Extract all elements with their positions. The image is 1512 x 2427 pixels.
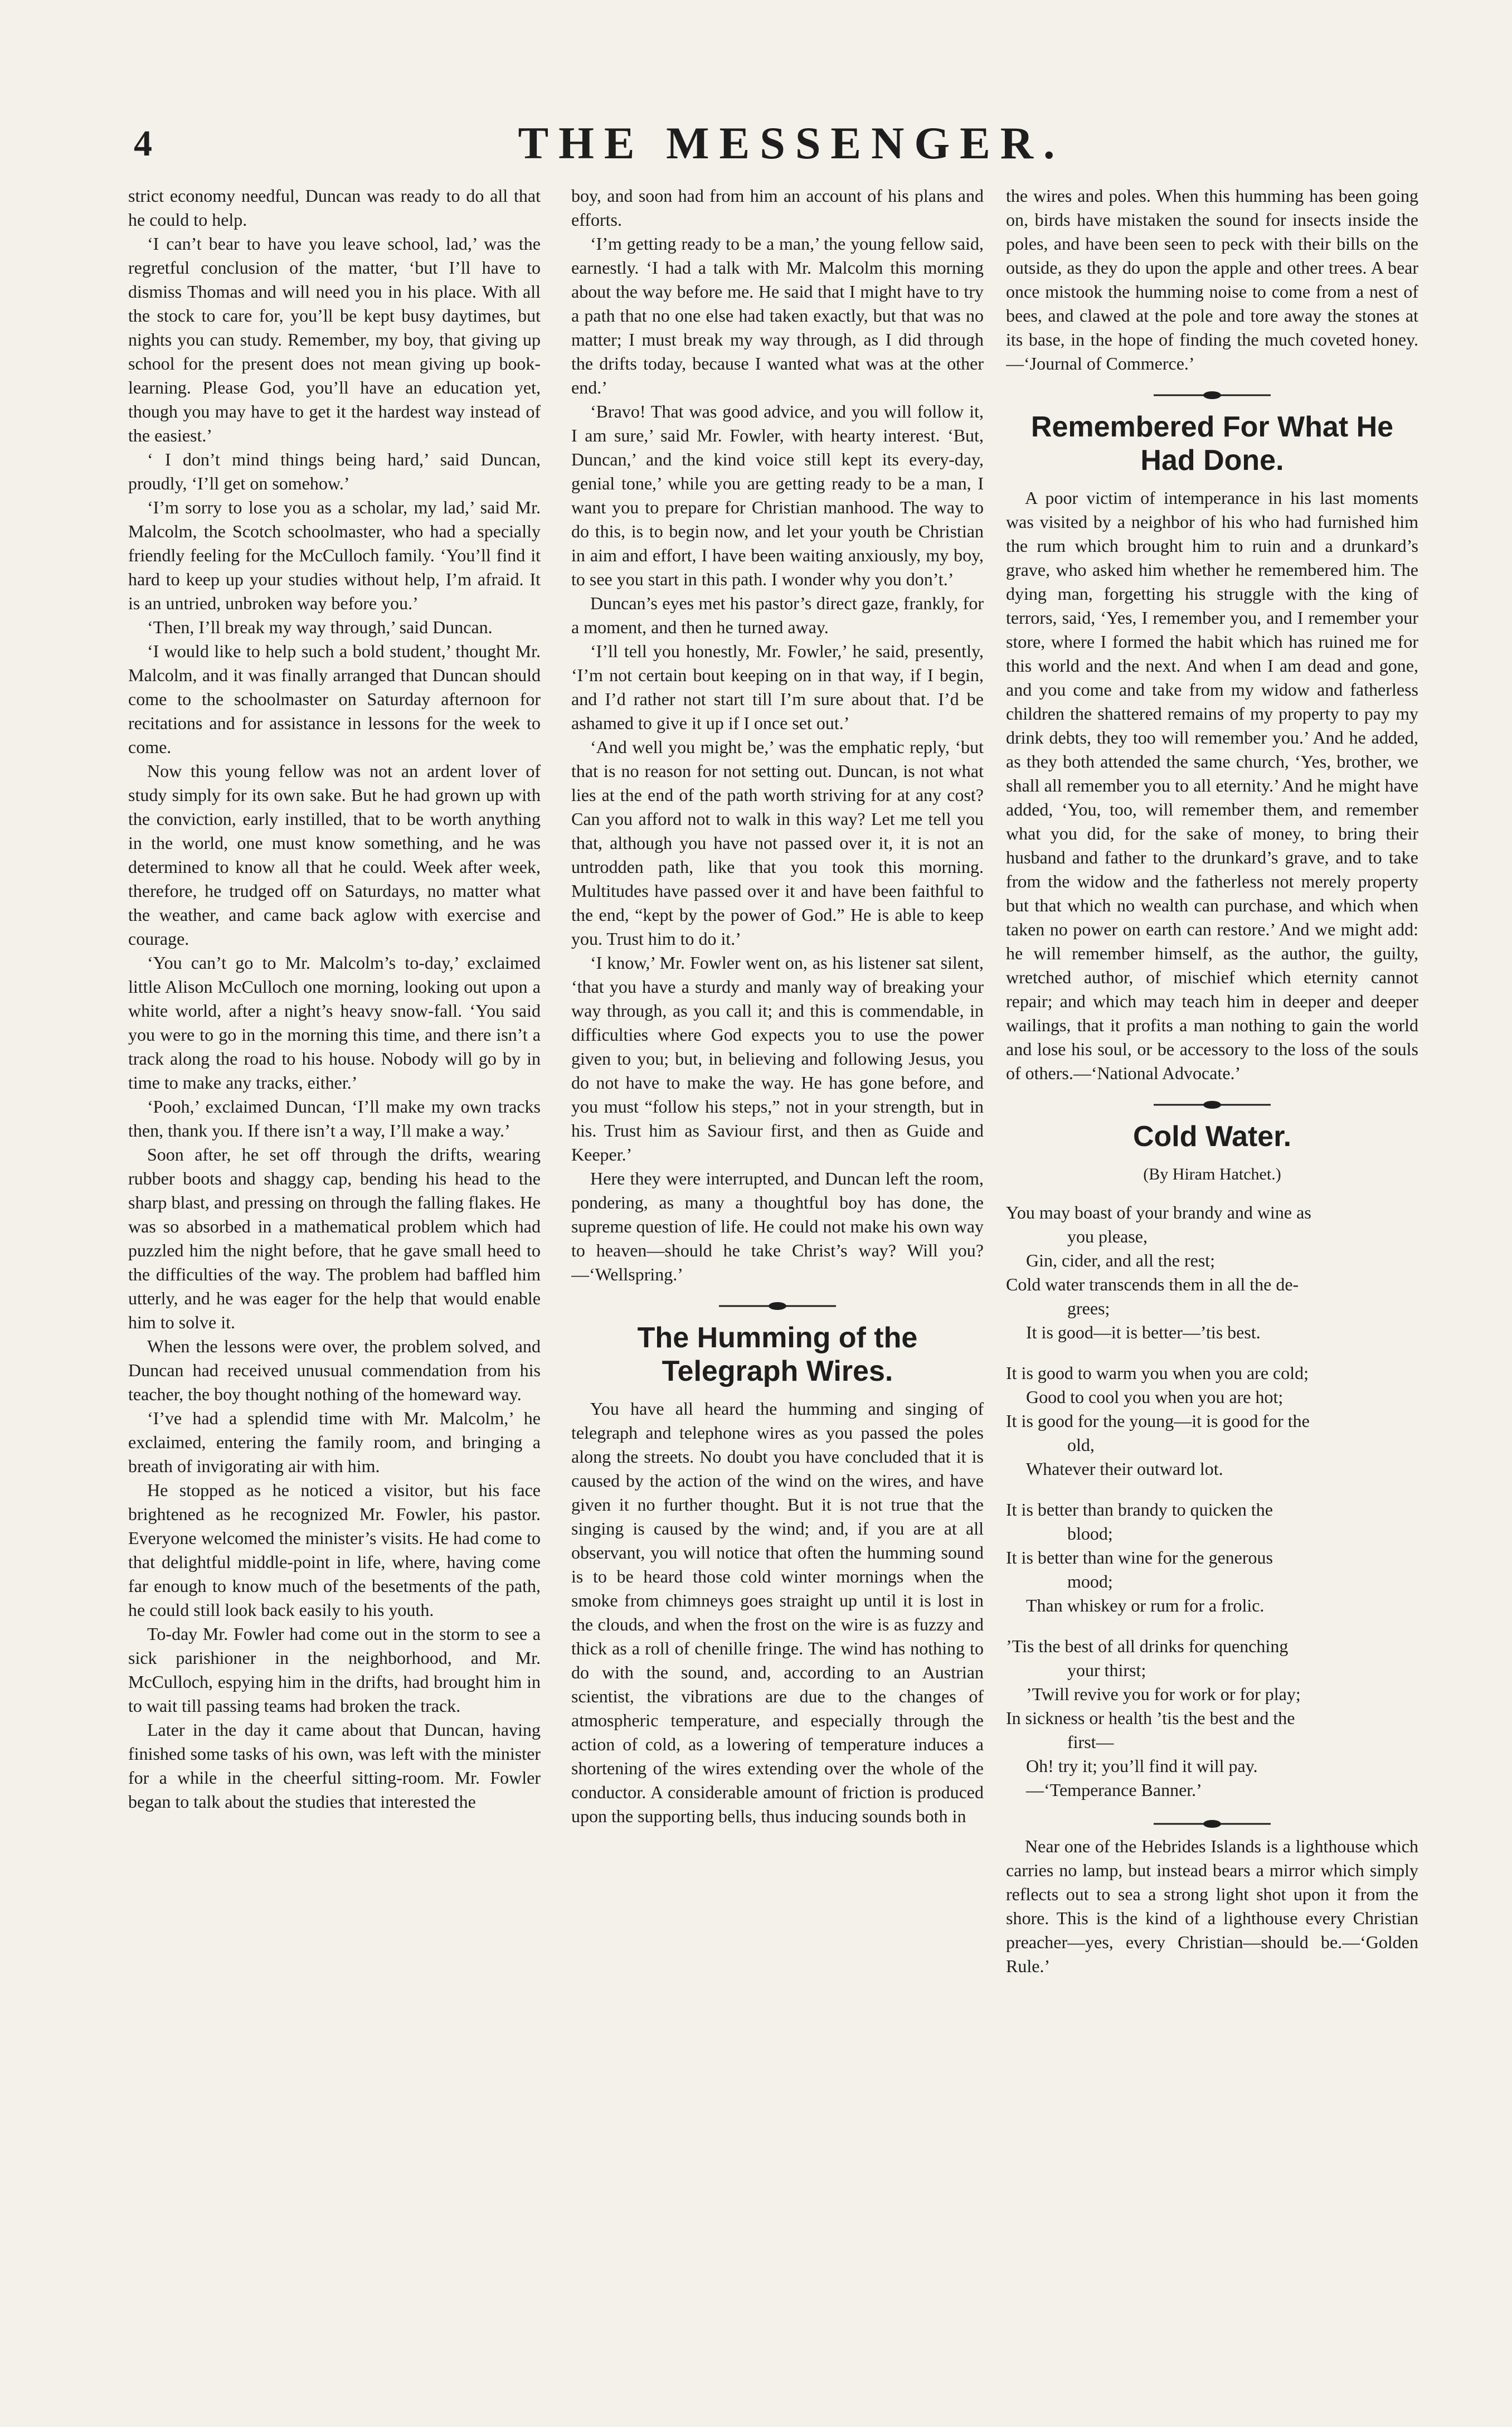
story-paragraph: ‘ I don’t mind things being hard,’ said Duncan, proudly, ‘I’ll get on somehow.’ [128,449,541,493]
story-paragraph: Duncan’s eyes met his pastor’s direct gaze, frankly, for a moment, and then he turned away. [571,593,984,637]
story-paragraph: ‘I know,’ Mr. Fowler went on, as his listener sat silent, ‘that you have a sturdy and manly way of breaking your way through, as you call it; and this is commendable, in difficulties where God expects you to use the power given to you; but, in believing and following Jesus, you do not have to make the way. He has gone before, and you must “follow his steps,” not in your strength, but in his. Trust him as Saviour first, and then as Guide and Keeper.’ [571,953,984,1164]
article-headline: Remembered For What He Had Done. [1030,411,1394,477]
story-paragraph: ‘I’ll tell you honestly, Mr. Fowler,’ he said, presently, ‘I’m not certain bout keeping on in that way, if I begin, and I’d rather not start till I’m sure about that. I’d be ashamed to give it up if I once set out.’ [571,641,984,733]
poem-line: your thirst; [1067,1660,1146,1680]
poem-stanza [1006,1361,1418,1481]
section-divider [1154,390,1271,400]
story-paragraph: ‘And well you might be,’ was the emphatic reply, ‘but that is no reason for not setting out. Duncan, is not what lies at the end of the path worth striving for at any cost? Can you afford not to walk in this way? Let me tell you that, although you have not passed over it, it is not an untrodden path, like that you took this morning. Multitudes have passed over it and have been faithful to the end, “kept by the power of God.” He is able to keep you. Trust him to do it.’ [571,737,984,949]
poem-line: You may boast of your brandy and wine as [1006,1202,1311,1222]
poem-line: ’Tis the best of all drinks for quenching [1006,1636,1289,1656]
poem-line: ’Twill revive you for work or for play; [1026,1684,1301,1704]
poem-title: Cold Water. [1132,1120,1292,1153]
poem-stanza [1006,1498,1418,1618]
column-1 [128,184,541,2402]
story-paragraph: ‘I’m sorry to lose you as a scholar, my lad,’ said Mr. Malcolm, the Scotch schoolmaster, who had a specially friendly feeling for the McCulloch family. ‘You’ll find it hard to keep up your studies without help, I’m afraid. It is an untried, unbroken way before you.’ [128,497,541,613]
article-paragraph: You have all heard the humming and singing of telegraph and telephone wires as you passed the poles along the streets. No doubt you have concluded that it is caused by the action of the wind on the wires, and have given it no further thought. But it is not true that the singing is caused by the wind; and, if you are at all observant, you will notice that often the humming sound is to be heard those cold winter mornings when the smoke from chimneys goes straight up until it is lost in the clouds, and when the frost on the wire is as fuzzy and thick as a roll of chenille fringe. The wind has nothing to do with the sound, and, according to an Austrian scientist, the vibrations are due to the changes of atmospheric temperature, and especially through the action of cold, as a lowering of temperature induces a shortening of the wires extending over the whole of the conductor. A considerable amount of friction is produced upon the supporting bells, thus inducing sounds both in [571,1399,984,1826]
article-headline: The Humming of the Telegraph Wires. [637,1322,918,1387]
poem-line: grees; [1067,1298,1110,1318]
story-paragraph: To-day Mr. Fowler had come out in the storm to see a sick parishioner in the neighborhood, and Mr. McCulloch, espying him in the drifts, had brought him in to wait till passing teams had broken the track. [128,1624,541,1716]
poem-line: It is better than wine for the generous [1006,1547,1273,1567]
article-paragraph: A poor victim of intemperance in his last moments was visited by a neighbor of his who had furnished him the rum which brought him to ruin and a drunkard’s grave, who asked him whether he remembered him. The dying man, forgetting his struggle with the king of terrors, said, ‘Yes, I remember you, and I remember your store, where I formed the habit which has ruined me for this world and the next. And when I am dead and gone, and you come and take from my widow and fatherless children the shattered remains of my property to pay my drink debts, they too will remember you.’ And he added, as they both attended the same church, ‘Yes, brother, we shall all remember you to all eternity.’ And he might have added, ‘You, too, will remember them, and remember what you did, for the sake of money, to bring their husband and father to the drunkard’s grave, and to take from the widow and the fatherless not merely property but that which no wealth can purchase, and which when taken no power on earth can restore.’ And we might add: he will remember himself, as the author, the guilty, wretched author, of mischief which eternity cannot repair; and which may teach him in deeper and deeper wailings, that it profits a man nothing to gain the world and lose his soul, or be accessory to the loss of the souls of others.—‘National Advocate.’ [1006,488,1418,1083]
section-divider [1154,1100,1271,1110]
poem-byline: (By Hiram Hatchet.) [1143,1165,1281,1183]
article-paragraph: the wires and poles. When this humming has been going on, birds have mistaken the sound for insects inside the poles, and have been seen to peck with their bills on the outside, as they do upon the apple and other trees. A bear once mistook the humming noise to come from a nest of bees, and clawed at the pole and tore away the stones at its base, in the hope of finding the much coveted honey.—‘Journal of Commerce.’ [1006,186,1418,373]
column-3 [1006,184,1418,2402]
story-paragraph: Now this young fellow was not an ardent lover of study simply for its own sake. But he had grown up with the conviction, early instilled, that to be worth anything in the world, one must know something, and he was determined to know all that he could. Week after week, therefore, he trudged off on Saturdays, no matter what the weather, and came back aglow with exercise and courage. [128,761,541,949]
paper-title: THE MESSENGER. [518,118,1065,168]
article-paragraph: Near one of the Hebrides Islands is a lighthouse which carries no lamp, but instead bears a mirror which simply reflects out to sea a strong light shot upon it from the shore. This is the kind of a lighthouse every Christian preacher—yes, every Christian—should be.—‘Golden Rule.’ [1006,1836,1418,1976]
story-paragraph: Soon after, he set off through the drifts, wearing rubber boots and shaggy cap, bending his head to the sharp blast, and pressing on through the falling flakes. He was so absorbed in a mathematical problem which had puzzled him the night before, that he gave small heed to the difficulties of the way. The problem had baffled him utterly, and he was eager for the help that would enable him to solve it. [128,1144,541,1332]
story-paragraph: He stopped as he noticed a visitor, but his face brightened as he recognized Mr. Fowler, his pastor. Everyone welcomed the minister’s visits. He had come to that delightful middle-point in life, where, having come far enough to know much of the besetments of the path, he could still look back easily to his youth. [128,1480,541,1620]
story-paragraph: ‘I can’t bear to have you leave school, lad,’ was the regretful conclusion of the matter, ‘but I’ll have to dismiss Thomas and will need you in his place. With all the stock to care for, you’ll be kept busy daytimes, but nights you can study. Remember, my boy, that giving up school for the present does not mean giving up book-learning. Please God, you’ll have an education yet, though you may have to get it the hardest way instead of the easiest.’ [128,234,541,445]
poem-line: In sickness or health ’tis the best and the [1006,1708,1295,1728]
poem-line: It is good to warm you when you are cold; [1006,1363,1309,1383]
story-paragraph: boy, and soon had from him an account of his plans and efforts. [571,186,984,230]
poem-line: Gin, cider, and all the rest; [1026,1250,1216,1270]
poem-line: Oh! try it; you’ll find it will pay. [1026,1756,1258,1776]
poem-line: Cold water transcends them in all the de- [1006,1274,1299,1294]
poem-line: Than whiskey or rum for a frolic. [1026,1595,1265,1615]
section-divider [1154,1819,1271,1829]
poem-line: old, [1067,1435,1095,1455]
story-paragraph: Here they were interrupted, and Duncan left the room, pondering, as many a thoughtful boy has done, the supreme question of life. He could not make his own way to heaven—should he take Christ’s way? Will you?—‘Wellspring.’ [571,1168,984,1284]
story-paragraph: ‘Bravo! That was good advice, and you will follow it, I am sure,’ said Mr. Fowler, with hearty interest. ‘But, Duncan,’ and the kind voice still kept its every-day, genial tone,’ while you are getting ready to be a man, I want you to prepare for Christian manhood. The way to do this, is to begin now, and let your youth be Christian in aim and effort, I have been waiting anxiously, my boy, to see you start in this path. I wonder why you don’t.’ [571,401,984,589]
story-paragraph: ‘I’m getting ready to be a man,’ the young fellow said, earnestly. ‘I had a talk with Mr. Malcolm this morning about the way before me. He said that I might have to try a path that no one else had taken exactly, but that was no matter; I must break my way through, as I did through the drifts today, because I wanted what was at the other end.’ [571,234,984,397]
story-paragraph: ‘You can’t go to Mr. Malcolm’s to-day,’ exclaimed little Alison McCulloch one morning, looking out upon a white world, after a night’s heavy snow-fall. ‘You said you were to go in the morning this time, and there isn’t a track along the road to his house. Nobody will go by in time to make any tracks, either.’ [128,953,541,1093]
story-paragraph: strict economy needful, Duncan was ready to do all that he could to help. [128,186,541,230]
column-2 [571,184,984,2402]
story-paragraph: When the lessons were over, the problem solved, and Duncan had received unusual commendation from his teacher, the boy thought nothing of the homeward way. [128,1336,541,1404]
poem-line: you please, [1067,1226,1148,1246]
story-paragraph: ‘I would like to help such a bold student,’ thought Mr. Malcolm, and it was finally arranged that Duncan should come to the schoolmaster on Saturday afternoon for recitations and for assistance in lessons for the week to come. [128,641,541,757]
section-divider [719,1301,836,1311]
poem-line: Good to cool you when you are hot; [1026,1387,1284,1407]
story-paragraph: ‘I’ve had a splendid time with Mr. Malcolm,’ he exclaimed, entering the family room, and bringing a breath of invigorating air with him. [128,1408,541,1476]
poem [1006,1201,1418,1802]
poem-line: mood; [1067,1571,1113,1591]
poem-stanza [1006,1201,1418,1344]
poem-line: blood; [1067,1523,1113,1543]
poem-stanza [1006,1634,1418,1802]
poem-line: It is good—it is better—’tis best. [1026,1322,1261,1342]
poem-line: first— [1067,1732,1114,1752]
poem-line: —‘Temperance Banner.’ [1026,1780,1202,1800]
poem-line: It is good for the young—it is good for the [1006,1411,1310,1431]
story-paragraph: Later in the day it came about that Duncan, having finished some tasks of his own, was left with the minister for a while in the cheerful sitting-room. Mr. Fowler began to talk about the studies that interested the [128,1720,541,1812]
poem-line: Whatever their outward lot. [1026,1459,1223,1479]
story-paragraph: ‘Pooh,’ exclaimed Duncan, ‘I’ll make my own tracks then, thank you. If there isn’t a way, I’ll make a way.’ [128,1096,541,1140]
masthead [134,117,1449,178]
poem-line: It is better than brandy to quicken the [1006,1499,1273,1520]
page-number: 4 [134,123,152,164]
story-paragraph: ‘Then, I’ll break my way through,’ said Duncan. [147,617,493,637]
